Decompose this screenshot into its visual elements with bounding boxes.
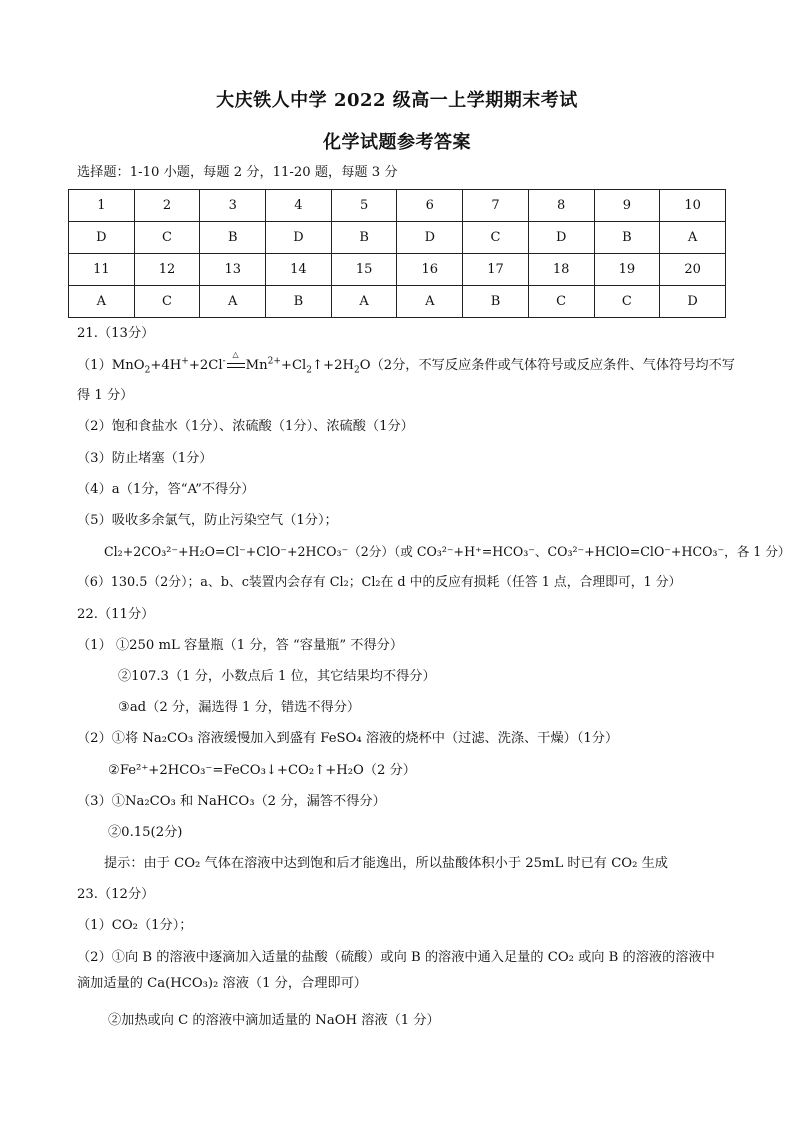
table-row [69, 190, 726, 222]
table-cell: 7 [463, 190, 529, 222]
q21-part4: （4）a（1分，答“A”不得分） [77, 482, 255, 497]
q23-part2b: ②加热或向 C 的溶液中滴加适量的 NaOH 溶液（1 分） [108, 1013, 440, 1028]
table-cell: D [266, 222, 332, 254]
table-cell: 2 [134, 190, 200, 222]
q21-part5: （5）吸收多余氯气，防止污染空气（1分）； [77, 513, 338, 528]
q23-part2: （2）①向 B 的溶液中逐滴加入适量的盐酸（硫酸）或向 B 的溶液中通入足量的 CO₂ 或向 B 的溶液的溶液中滴加适量的 Ca(HCO₃)₂ 溶液（1 分，合理即可） [77, 950, 715, 991]
q21-part6: （6）130.5（2分）；a、b、c装置内会存有 Cl₂；Cl₂在 d 中的反应有损耗（任答 1 点，合理即可，1 分） [77, 575, 682, 590]
q21-header: 21.（13分） [77, 326, 155, 341]
table-cell: C [134, 222, 200, 254]
table-cell: 3 [200, 190, 266, 222]
table-cell: C [528, 286, 594, 318]
table-cell: 15 [331, 254, 397, 286]
q22-hint: 提示：由于 CO₂ 气体在溶液中达到饱和后才能逸出，所以盐酸体积小于 25mL 时已有 CO₂ 生成 [104, 856, 668, 871]
table-cell: D [528, 222, 594, 254]
table-cell: 12 [134, 254, 200, 286]
table-cell: 4 [266, 190, 332, 222]
table-cell: A [397, 286, 463, 318]
table-cell: A [331, 286, 397, 318]
choice-note: 选择题：1-10 小题，每题 2 分，11-20 题，每题 3 分 [77, 165, 398, 180]
table-cell: 1 [69, 190, 135, 222]
q22-part1b: ②107.3（1 分，小数点后 1 位，其它结果均不得分） [118, 669, 436, 684]
superscript: + [181, 356, 189, 367]
table-row [69, 222, 726, 254]
table-cell: 8 [528, 190, 594, 222]
answer-table [68, 189, 726, 318]
table-cell: B [594, 222, 660, 254]
q21-p1-text: （1）MnO [77, 358, 145, 373]
q22-part1c: ③ad（2 分，漏选得 1 分，错选不得分） [118, 700, 361, 715]
table-cell: 18 [528, 254, 594, 286]
q21-p1-text: O（2分，不写反应条件或气体符号或反应条件、气体符号均不写 [359, 358, 735, 373]
q22-header: 22.（11分） [77, 607, 155, 622]
q22-part2b: ②Fe²⁺+2HCO₃⁻=FeCO₃↓+CO₂↑+H₂O（2 分） [108, 763, 416, 778]
table-cell: B [331, 222, 397, 254]
q22-part1a: （1） ①250 mL 容量瓶（1 分，答 “容量瓶” 不得分） [77, 638, 404, 653]
table-cell: 14 [266, 254, 332, 286]
q23-part1: （1）CO₂（1分）； [77, 918, 193, 933]
subscript: 2 [144, 365, 151, 376]
q23-header: 23.（12分） [77, 887, 155, 902]
subscript: 2 [353, 365, 360, 376]
table-cell: A [660, 222, 726, 254]
q21-part3: （3）防止堵塞（1分） [77, 451, 213, 466]
table-cell: B [200, 222, 266, 254]
q21-part1 [77, 350, 735, 376]
table-cell: C [134, 286, 200, 318]
table-cell: 20 [660, 254, 726, 286]
table-cell: A [69, 286, 135, 318]
heating-condition-sign [226, 350, 246, 375]
table-cell: A [200, 286, 266, 318]
table-cell: B [266, 286, 332, 318]
subscript: 2 [306, 365, 312, 376]
table-cell: 6 [397, 190, 463, 222]
exam-title: 大庆铁人中学 2022 级高一上学期期末考试 [216, 90, 578, 111]
table-cell: C [463, 222, 529, 254]
q22-part3a: （3）①Na₂CO₃ 和 NaHCO₃（2 分，漏答不得分） [77, 794, 386, 809]
q21-part1-cont: 得 1 分） [77, 388, 134, 403]
q21-part5-equation: Cl₂+2CO₃²⁻+H₂O=Cl⁻+ClO⁻+2HCO₃⁻（2分）（或 CO₃²⁻+H⁺=HCO₃⁻、CO₃²⁻+HClO=ClO⁻+HCO₃⁻，各 1 分） [104, 544, 791, 559]
table-cell: B [463, 286, 529, 318]
table-cell: 5 [331, 190, 397, 222]
table-cell: 10 [660, 190, 726, 222]
q21-p1-text: +4H [150, 358, 182, 373]
q22-part3b: ②0.15(2分) [108, 825, 183, 840]
q21-part2: （2）饱和食盐水（1分）、浓硫酸（1分）、浓硫酸（1分） [77, 419, 414, 434]
table-cell: 17 [463, 254, 529, 286]
superscript: - [222, 356, 226, 367]
table-cell: 13 [200, 254, 266, 286]
table-cell: D [660, 286, 726, 318]
q22-part2a: （2）①将 Na₂CO₃ 溶液缓慢加入到盛有 FeSO₄ 溶液的烧杯中（过滤、洗涤、干燥）（1分） [77, 731, 619, 746]
superscript: 2+ [267, 356, 281, 367]
q21-p1-text: +Cl [280, 358, 307, 373]
table-cell: D [69, 222, 135, 254]
table-row [69, 286, 726, 318]
table-cell: C [594, 286, 660, 318]
exam-subtitle: 化学试题参考答案 [323, 132, 471, 153]
table-cell: 9 [594, 190, 660, 222]
table-cell: 16 [397, 254, 463, 286]
q21-p1-text: ↑+2H [311, 358, 354, 373]
table-cell: D [397, 222, 463, 254]
table-cell: 19 [594, 254, 660, 286]
table-row [69, 254, 726, 286]
table-cell: 11 [69, 254, 135, 286]
q21-p1-text: +2Cl [188, 358, 223, 373]
q21-p1-text: Mn [245, 358, 268, 373]
delta-symbol: △ [232, 350, 239, 359]
